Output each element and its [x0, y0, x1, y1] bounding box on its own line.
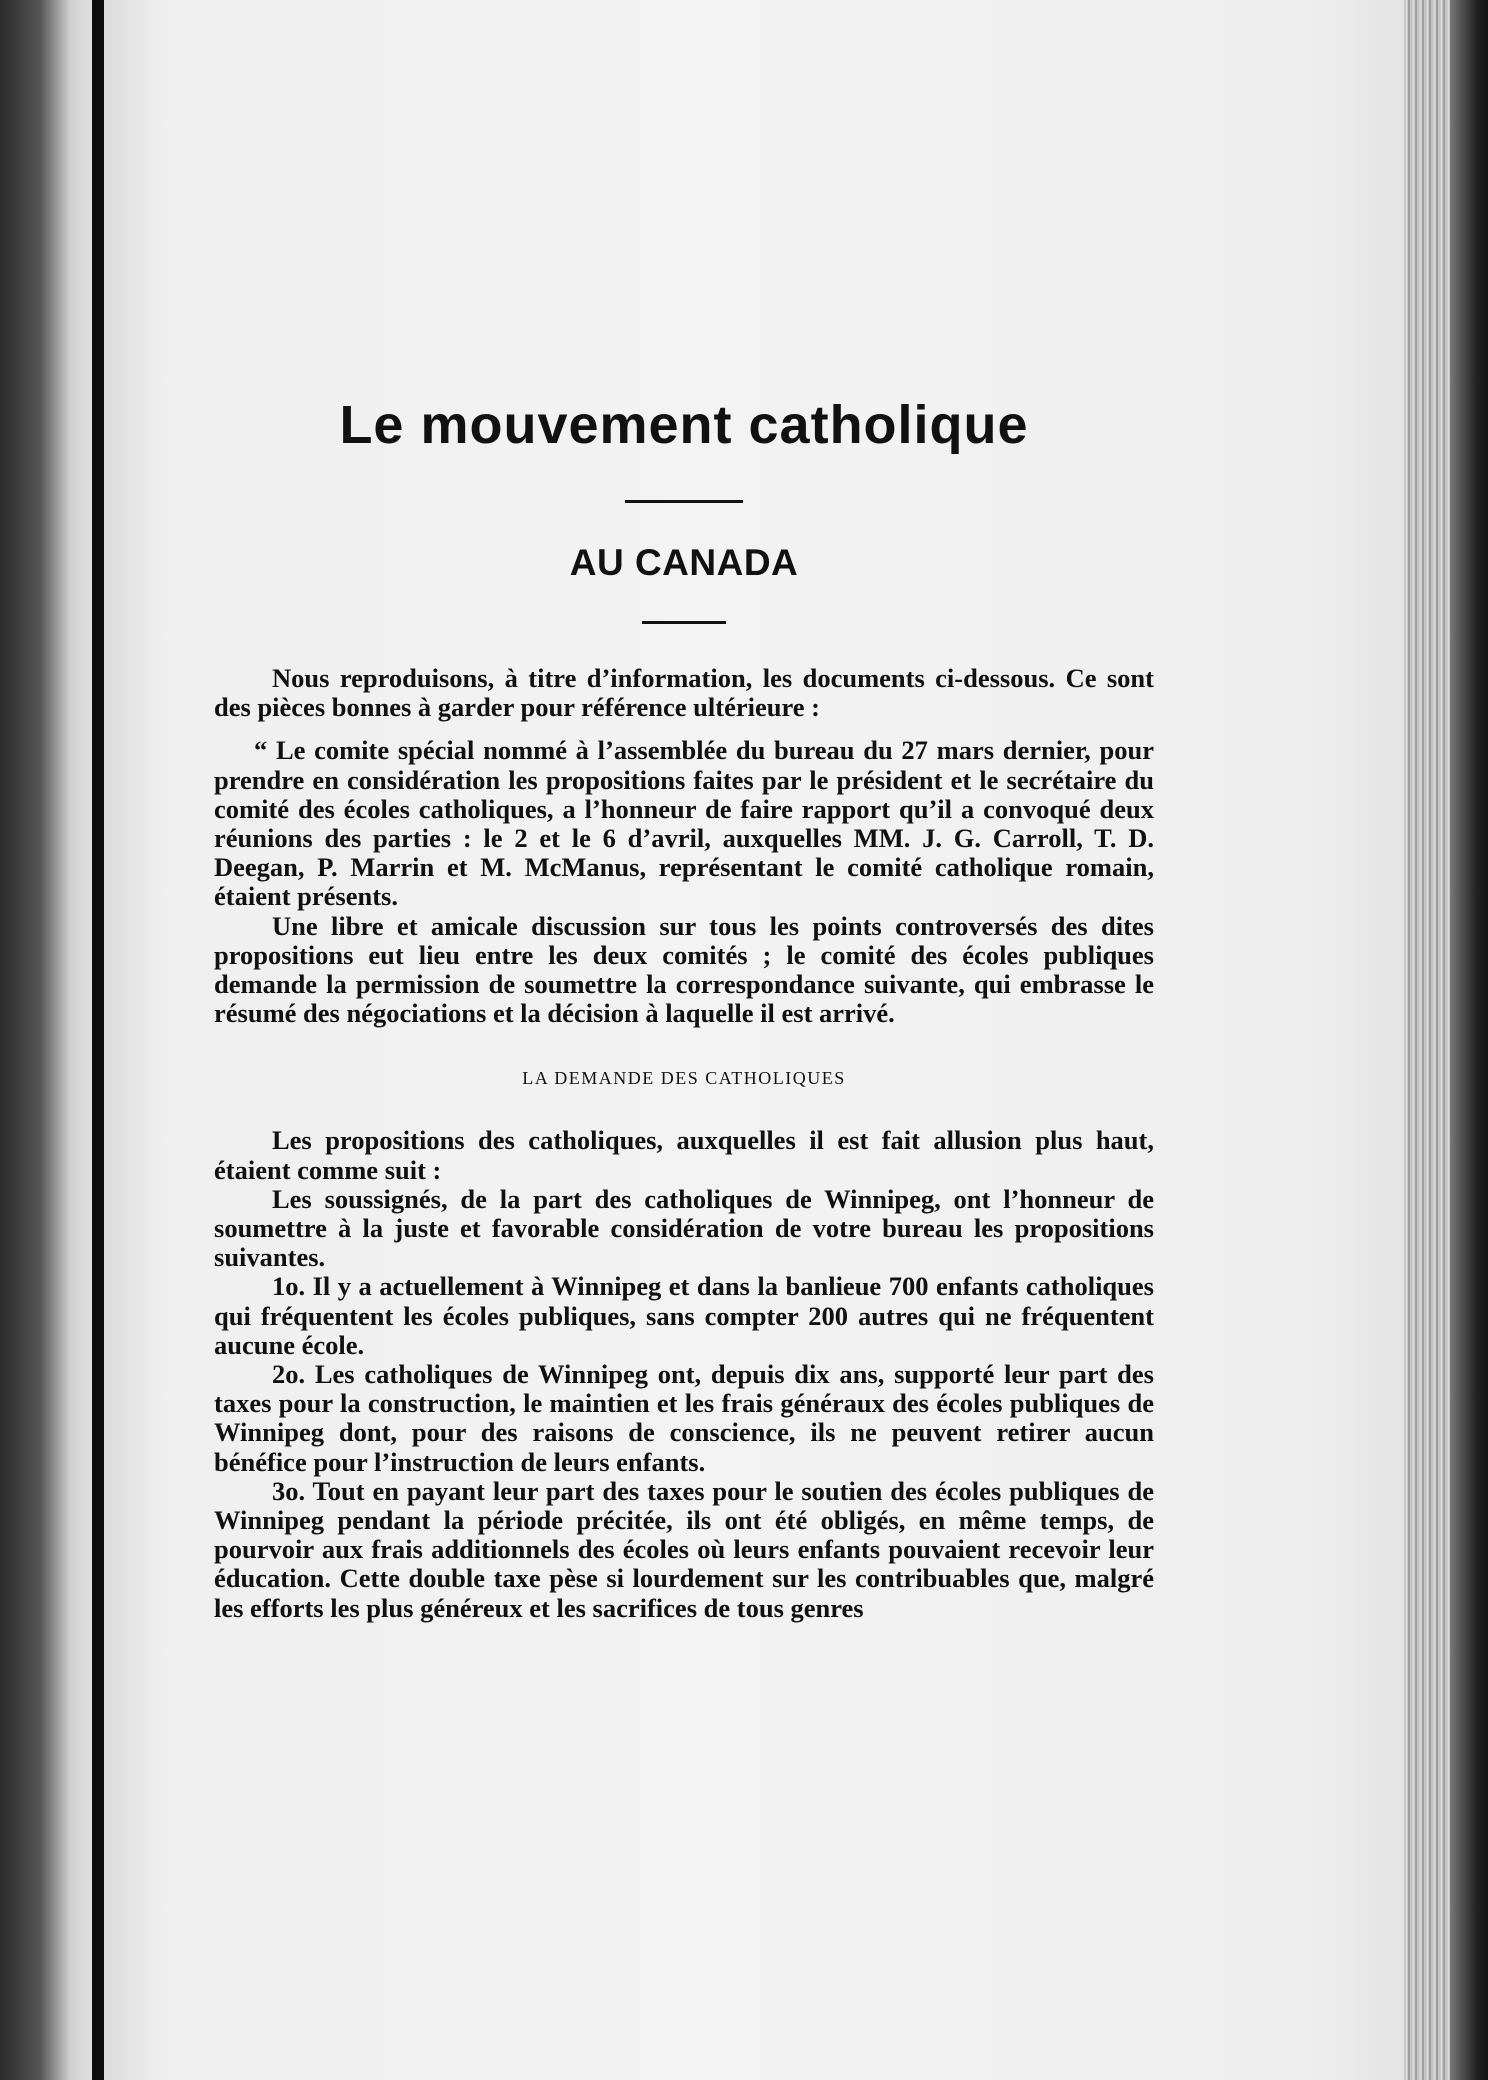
- demand-paragraph: Les propositions des catholiques, auxquelles il est fait allusion plus haut, étaient comme suit :: [214, 1125, 1154, 1185]
- section-heading: LA DEMANDE DES CATHOLIQUES: [522, 1068, 846, 1089]
- left-page-edge: [0, 0, 100, 2080]
- demand-paragraph: 3o. Tout en payant leur part des taxes pour le soutien des écoles publiques de Winnipeg pendant la période précitée, ils ont été obligés, en même temps, de pourvoir aux frais additionnels des écoles où leurs enfants pouvaient recevoir leur éducation. Cette double taxe pèse si lourdement sur les contribuables que, malgré les efforts les plus généreux et les sacrifices de tous genres: [214, 1475, 1154, 1623]
- title-rule: [625, 500, 743, 503]
- page-title: Le mouvement catholique: [339, 395, 1029, 455]
- demand-paragraph: 2o. Les catholiques de Winnipeg ont, depuis dix ans, supporté leur part des taxes pour la construction, le maintien et les frais généraux des écoles publiques de Winnipeg dont, pour des raisons de conscience, ils ne peuvent retirer aucun bénéfice pour l’instruction de leurs enfants.: [214, 1359, 1154, 1477]
- page-content: [214, 390, 1154, 1623]
- intro-paragraph: Nous reproduisons, à titre d’information, les documents ci-dessous. Ce sont des pièces bonnes à garder pour référence ultérieure :: [214, 663, 1154, 723]
- demand-paragraph: 1o. Il y a actuellement à Winnipeg et dans la banlieue 700 enfants catholiques qui fréquentent les écoles publiques, sans compter 200 autres qui ne fréquentent aucune école.: [214, 1271, 1154, 1360]
- report-paragraph: “ Le comite spécial nommé à l’assemblée du bureau du 27 mars dernier, pour prendre en considération les propositions faites par le président et le secrétaire du comité des écoles catholiques, a l’honneur de faire rapport qu’il a convoqué deux réunions des parties : le 2 et le 6 d’avril, auxquelles MM. J. G. Carroll, T. D. Deegan, P. Marrin et M. McManus, représentant le comité catholique romain, étaient présents.: [214, 735, 1154, 912]
- page-subtitle: AU CANADA: [569, 542, 799, 583]
- demand-paragraph: Les soussignés, de la part des catholiques de Winnipeg, ont l’honneur de soumettre à la juste et favorable considération de votre bureau les propositions suivantes.: [214, 1183, 1154, 1273]
- page-stack-shadow: [1450, 0, 1488, 2080]
- binding-gutter: [92, 0, 104, 2080]
- report-paragraph: Une libre et amicale discussion sur tous les points controversés des dites propositions eut lieu entre les deux comités ; le comité des écoles publiques demande la permission de soumettre la correspondance suivante, qui embrasse le résumé des négociations et la décision à laquelle il est arrivé.: [214, 910, 1154, 1029]
- subtitle-rule: [642, 621, 726, 624]
